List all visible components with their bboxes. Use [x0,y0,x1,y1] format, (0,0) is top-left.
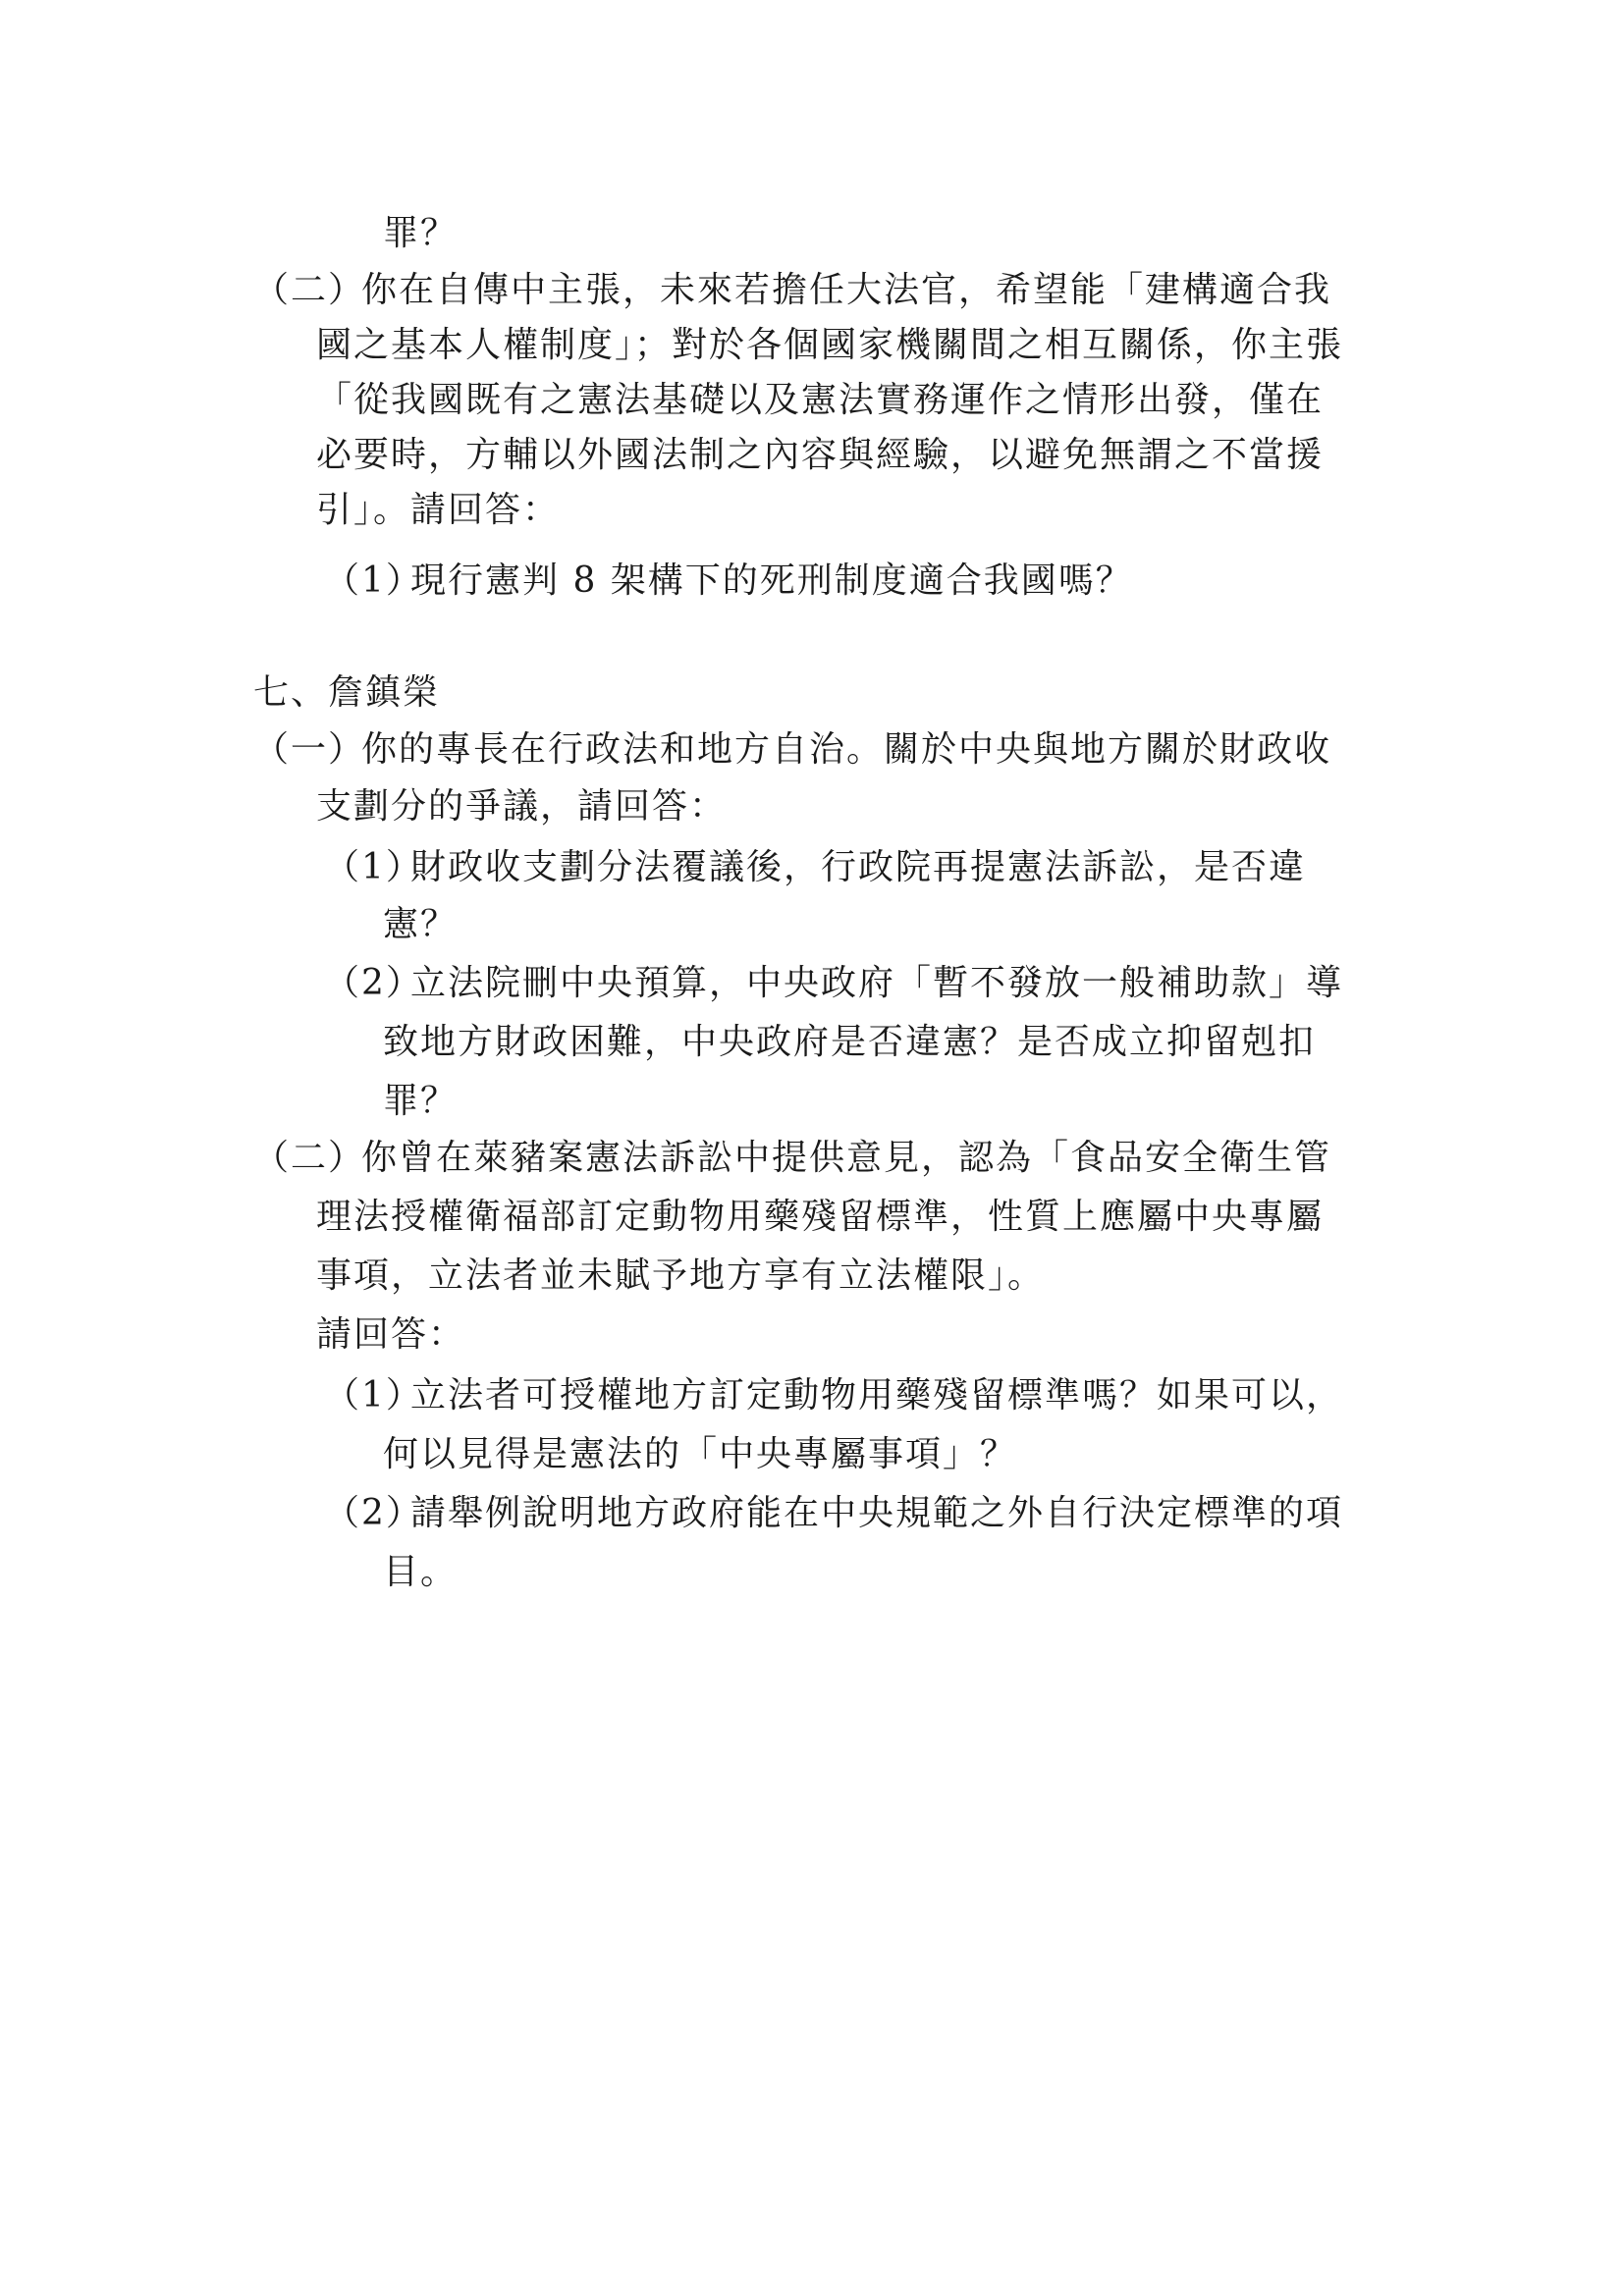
question-line: 財政收支劃分法覆議後，行政院再提憲法訴訟，是否違 [410,847,1307,887]
item-label: （二） [253,270,366,310]
question-line: 請舉例說明地方政府能在中央規範之外自行決定標準的項 [410,1493,1344,1533]
question-line: 致地方財政困難，中央政府是否違憲？是否成立抑留剋扣 [383,1022,1317,1062]
paragraph-line: 必要時，方輔以外國法制之內容與經驗，以避免無謂之不當援 [316,435,1325,475]
item-label: （二） [253,1138,366,1178]
paragraph-line: 你曾在萊豬案憲法訴訟中提供意見，認為「食品安全衛生管 [361,1138,1332,1178]
question-line: 目。 [383,1552,459,1592]
paragraph-line: 支劃分的爭議，請回答： [316,786,728,827]
question-label: （1） [324,1375,423,1415]
question-label: （1） [324,847,423,887]
paragraph-line: 「從我國既有之憲法基礎以及憲法實務運作之情形出發，僅在 [316,380,1325,420]
paragraph-line: 你在自傳中主張，未來若擔任大法官，希望能「建構適合我 [361,270,1332,310]
paragraph-line: 引」。請回答： [316,490,561,530]
question-line: 憲？ [383,904,459,944]
question-label: （2） [324,1493,423,1533]
question-line: 立法者可授權地方訂定動物用藥殘留標準嗎？如果可以， [410,1375,1344,1415]
question-line: 何以見得是憲法的「中央專屬事項」？ [383,1434,1018,1474]
question-label: （1） [324,561,423,601]
paragraph-line: 你的專長在行政法和地方自治。關於中央與地方關於財政收 [361,729,1332,770]
paragraph-line: 請回答： [316,1314,466,1355]
paragraph-line: 事項，立法者並未賦予地方享有立法權限」。 [316,1255,1046,1296]
question-line: 罪？ [383,1081,459,1121]
paragraph-line: 國之基本人權制度」；對於各個國家機關間之相互關係，你主張 [316,325,1344,365]
question-line: 現行憲判 8 架構下的死刑制度適合我國嗎？ [410,561,1133,601]
question-line: 立法院刪中央預算，中央政府「暫不發放一般補助款」導 [410,963,1344,1003]
section-heading: 七、詹鎮榮 [253,672,441,713]
question-label: （2） [324,963,423,1003]
continuation-text: 罪？ [383,213,459,253]
paragraph-line: 理法授權衛福部訂定動物用藥殘留標準，性質上應屬中央專屬 [316,1197,1325,1237]
item-label: （一） [253,729,366,770]
